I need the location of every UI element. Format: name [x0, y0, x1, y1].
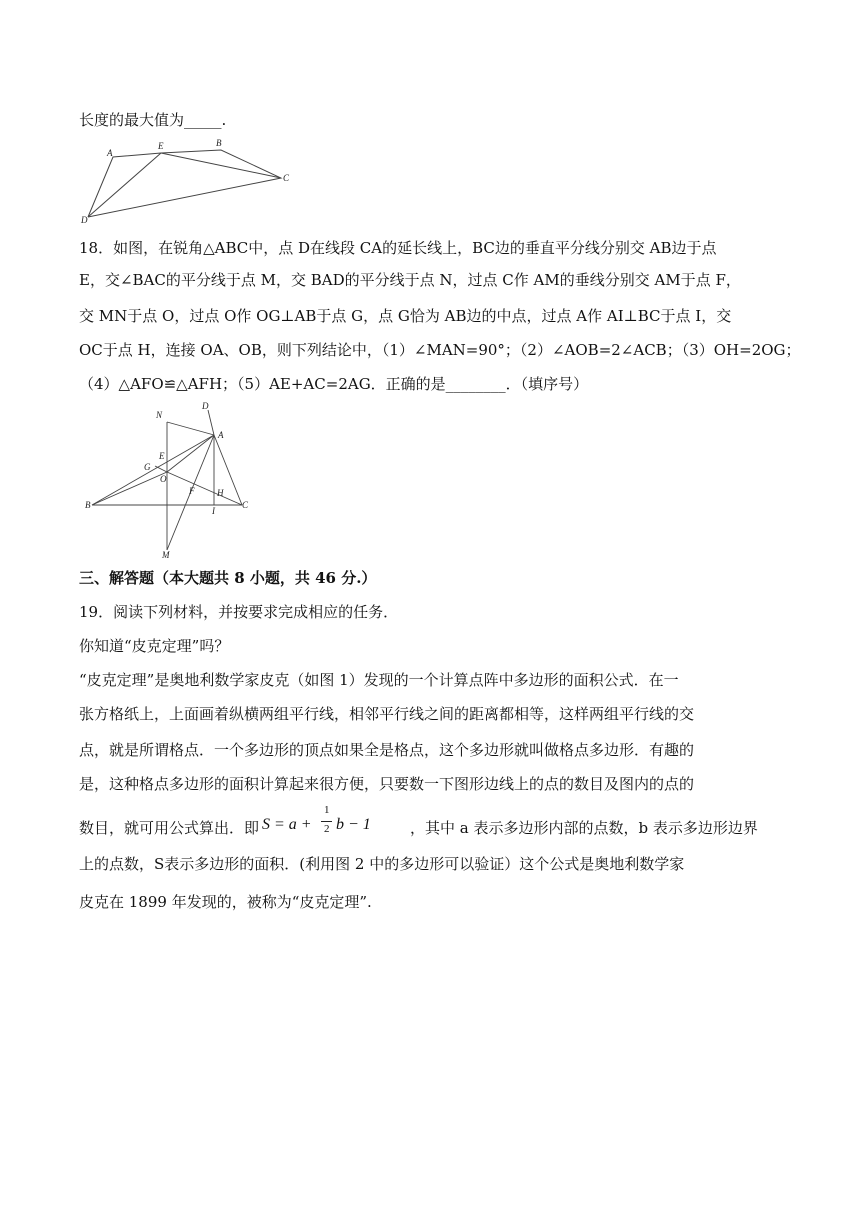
fig2-label-a: A — [218, 430, 224, 440]
formula-frac-bar — [321, 821, 332, 822]
formula-frac-den: 2 — [324, 823, 330, 835]
q19-line-7b: ，其中 a 表示多边形内部的点数，b 表示多边形边界 — [410, 819, 758, 837]
q18-line-2: E，交∠BAC的平分线于点 M，交 BAD的平分线于点 N，过点 C作 AM的垂线分别交 AM于点 F， — [79, 271, 741, 289]
fig1-label-c: C — [283, 173, 290, 183]
pick-formula — [262, 804, 402, 842]
q19-line-3: “皮克定理”是奥地利数学家皮克（如图 1）发现的一个计算点阵中多边形的面积公式．在一 — [79, 671, 679, 689]
formula-rhs: b − 1 — [336, 816, 371, 833]
q19-line-6: 是，这种格点多边形的面积计算起来很方便，只要数一下图形边线上的点的数目及图内的点的 — [79, 775, 695, 793]
fig1-label-b: B — [216, 138, 222, 148]
section-3-title: 三、解答题（本大题共 8 小题，共 46 分.） — [79, 569, 377, 587]
fig2-label-m: M — [162, 550, 170, 560]
q19-line-9: 皮克在 1899 年发现的，被称为“皮克定理”. — [79, 893, 372, 911]
fig2-label-h: H — [217, 488, 224, 498]
q18-line-4: OC于点 H，连接 OA、OB，则下列结论中，（1）∠MAN=90°；（2）∠AOB=2∠ACB；（3）OH=2OG； — [79, 341, 801, 359]
fig1-label-e: E — [158, 141, 164, 151]
q19-line-5: 点，就是所谓格点．一个多边形的顶点如果全是格点，这个多边形就叫做格点多边形．有趣的 — [79, 741, 695, 759]
fig1-label-a: A — [107, 148, 113, 158]
formula-frac-num: 1 — [324, 804, 330, 816]
q19-line-2: 你知道“皮克定理”吗？ — [79, 637, 230, 655]
fig2-label-g: G — [144, 462, 151, 472]
fig2-label-b: B — [85, 500, 91, 510]
q18-line-3: 交 MN于点 O，过点 O作 OG⊥AB于点 G，点 G恰为 AB边的中点，过点 A作 AI⊥BC于点 I，交 — [79, 307, 732, 325]
fig2-label-n: N — [156, 410, 163, 420]
figure-quadrilateral — [78, 135, 298, 225]
fig2-label-d: D — [202, 401, 209, 411]
q17-tail: 长度的最大值为_____. — [79, 111, 227, 129]
q19-line-1: 19．阅读下列材料，并按要求完成相应的任务． — [79, 603, 399, 621]
fig2-label-e: E — [159, 451, 165, 461]
fig2-label-i: I — [212, 506, 215, 516]
fig1-label-d: D — [81, 215, 88, 225]
q18-line-1: 18．如图，在锐角△ABC中，点 D在线段 CA的延长线上，BC边的垂直平分线分别交 AB边于点 — [79, 239, 717, 257]
formula-lhs: S = a + — [262, 816, 312, 833]
fig2-label-f: F — [189, 486, 195, 496]
q19-line-7a: 数目，就可用公式算出．即 — [79, 819, 260, 837]
q18-line-5: （4）△AFO≌△AFH；（5）AE+AC=2AG．正确的是________．（填序号） — [79, 375, 589, 393]
fig2-label-c: C — [242, 500, 249, 510]
q19-line-8: 上的点数，S表示多边形的面积．(利用图 2 中的多边形可以验证）这个公式是奥地利数学家 — [79, 855, 685, 873]
figure-triangle-construction — [82, 400, 262, 560]
fig2-label-o: O — [160, 474, 167, 484]
q19-line-4: 张方格纸上，上面画着纵横两组平行线，相邻平行线之间的距离都相等，这样两组平行线的交 — [79, 705, 695, 723]
